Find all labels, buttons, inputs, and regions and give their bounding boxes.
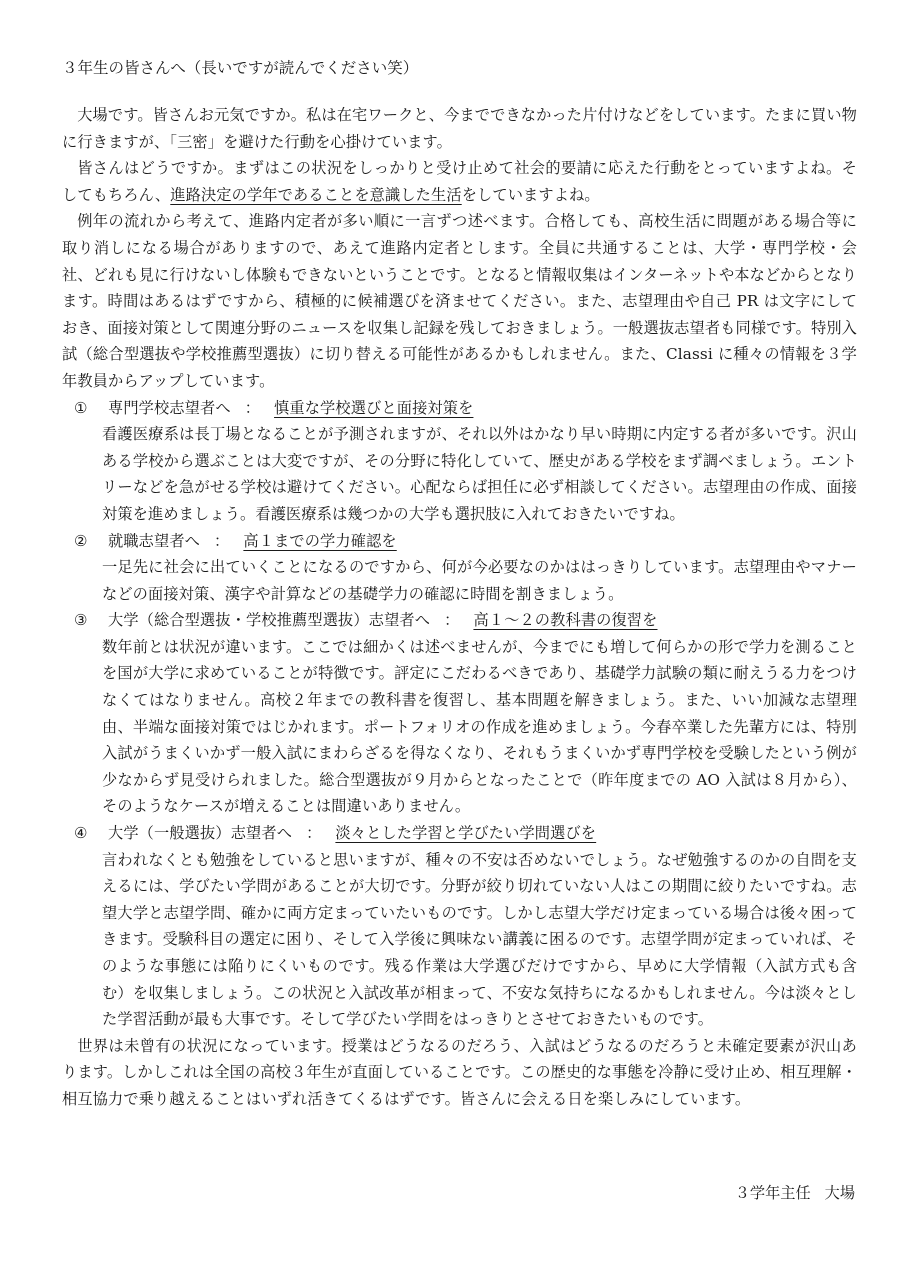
item-body: 数年前とは状況が違います。ここでは細かくは述べませんが、今までにも増して何らかの形で学力を測ることを国が大学に求めていることが特徴です。評定にこだわるべきであり、基礎学力試験の類に耐えうる力をつけなくてはなりません。高校２年までの教科書を復習し、基本問題を解きましょう。また、いい加減な志望理由、半端な面接対策ではじかれます。ポートフォリオの作成を進めましょう。今春卒業した先輩方には、特別入試がうまくいかず一般入試にまわらざるを得なくなり、それもうまくいかず専門学校を受験したという例が少なからず見受けられました。総合型選抜が９月からとなったことで（昨年度までの AO 入試は８月から）、そのようなケースが増えることは間違いありません。: [102, 637, 857, 816]
item-number: ①: [74, 398, 88, 417]
paragraph-request-text-a: 皆さんはどうですか。まずはこの状況をしっかりと受け止めて社会的要請に応えた行動をとっていますよね。そしてもちろん、: [62, 159, 857, 204]
item-label: 専門学校志望者へ: [108, 398, 231, 417]
signature-name: 大場: [824, 1184, 855, 1202]
advice-item-vocational: [62, 395, 857, 528]
item-title: 高１までの学力確認を: [243, 531, 397, 550]
advice-item-header: [62, 528, 857, 555]
item-number: ②: [74, 531, 88, 550]
item-label: 大学（一般選抜）志望者へ: [108, 824, 293, 843]
letter-heading: ３年生の皆さんへ（長いですが読んでください笑）: [62, 59, 419, 77]
advice-item-employment: [62, 528, 857, 608]
advice-item-university-special: [62, 607, 857, 820]
item-number: ③: [74, 611, 88, 630]
advice-item-university-general: [62, 820, 857, 1033]
paragraph-request-text-b: をしていますよね。: [461, 185, 600, 204]
item-body: 一足先に社会に出ていくことになるのですから、何が今必要なのかははっきりしています。志望理由やマナーなどの面接対策、漢字や計算などの基礎学力の確認に時間を割きましょう。: [102, 558, 857, 603]
item-title: 高１～２の教科書の復習を: [473, 611, 658, 630]
letter-body: [62, 102, 857, 1113]
advice-item-header: [62, 395, 857, 422]
item-label: 就職志望者へ: [108, 531, 201, 550]
item-separator: ：: [306, 824, 322, 843]
paragraph-overview: 例年の流れから考えて、進路内定者が多い順に一言ずつ述べます。合格しても、高校生活に問題がある場合等に取り消しになる場合がありますので、あえて進路内定者とします。全員に共通することは、大学・専門学校・会社、どれも見に行けないし体験もできないということです。となると情報収集はインターネットや本などからとなります。時間はあるはずですから、積極的に候補選びを済ませてください。また、志望理由や自己 PR は文字にしておき、面接対策として関連分野のニュースを収集し記録を残しておきましょう。一般選抜志望者も同様です。特別入試（総合型選抜や学校推薦型選抜）に切り替える可能性があるかもしれません。また、Classi に種々の情報を３学年教員からアップしています。: [62, 212, 857, 390]
item-label: 大学（総合型選抜・学校推薦型選抜）志望者へ: [108, 611, 431, 630]
item-separator: ：: [244, 398, 261, 417]
signature-role: ３学年主任: [734, 1184, 811, 1202]
signature: [735, 1180, 855, 1206]
paragraph-closing: 世界は未曾有の状況になっています。授業はどうなるのだろう、入試はどうなるのだろうと未確定要素が沢山あります。しかしこれは全国の高校３年生が直面していることです。この歴史的な事態を冷静に受け止め、相互理解・相互協力で乗り越えることはいずれ活きてくるはずです。皆さんに会える日を楽しみにしています。: [62, 1036, 857, 1108]
advice-item-header: [62, 820, 857, 847]
paragraph-request-emphasis: 進路決定の学年であることを意識した生活: [170, 185, 462, 204]
item-separator: ：: [444, 611, 460, 630]
paragraph-greeting: 大場です。皆さんお元気ですか。私は在宅ワークと、今までできなかった片付けなどをしています。たまに買い物に行きますが、「三密」を避けた行動を心掛けています。: [62, 106, 857, 151]
item-number: ④: [74, 824, 88, 843]
item-separator: ：: [214, 531, 230, 550]
item-title: 淡々とした学習と学びたい学問選びを: [335, 824, 597, 843]
paragraph-request: [62, 155, 857, 208]
advice-item-header: [62, 607, 857, 634]
item-title: 慎重な学校選びと面接対策を: [274, 398, 474, 417]
item-body: 言われなくとも勉強をしていると思いますが、種々の不安は否めないでしょう。なぜ勉強するのかの自問を支えるには、学びたい学問があることが大切です。分野が絞り切れていない人はこの期間に絞りたいですね。志望大学と志望学問、確かに両方定まっていたいものです。しかし志望大学だけ定まっている場合は後々困ってきます。受験科目の選定に困り、そして入学後に興味ない講義に困るのです。志望学問が定まっていれば、そのような事態には陥りにくいものです。残る作業は大学選びだけですから、早めに大学情報（入試方式も含む）を収集しましょう。この状況と入試改革が相まって、不安な気持ちになるかもしれません。今は淡々とした学習活動が最も大事です。そして学びたい学問をはっきりとさせておきたいものです。: [102, 850, 857, 1029]
item-body: 看護医療系は長丁場となることが予測されますが、それ以外はかなり早い時期に内定する者が多いです。沢山ある学校から選ぶことは大変ですが、その分野に特化していて、歴史がある学校をまず調べましょう。エントリーなどを急がせる学校は避けてください。心配ならば担任に必ず相談してください。志望理由の作成、面接対策を進めましょう。看護医療系は幾つかの大学も選択肢に入れておきたいですね。: [102, 425, 857, 523]
